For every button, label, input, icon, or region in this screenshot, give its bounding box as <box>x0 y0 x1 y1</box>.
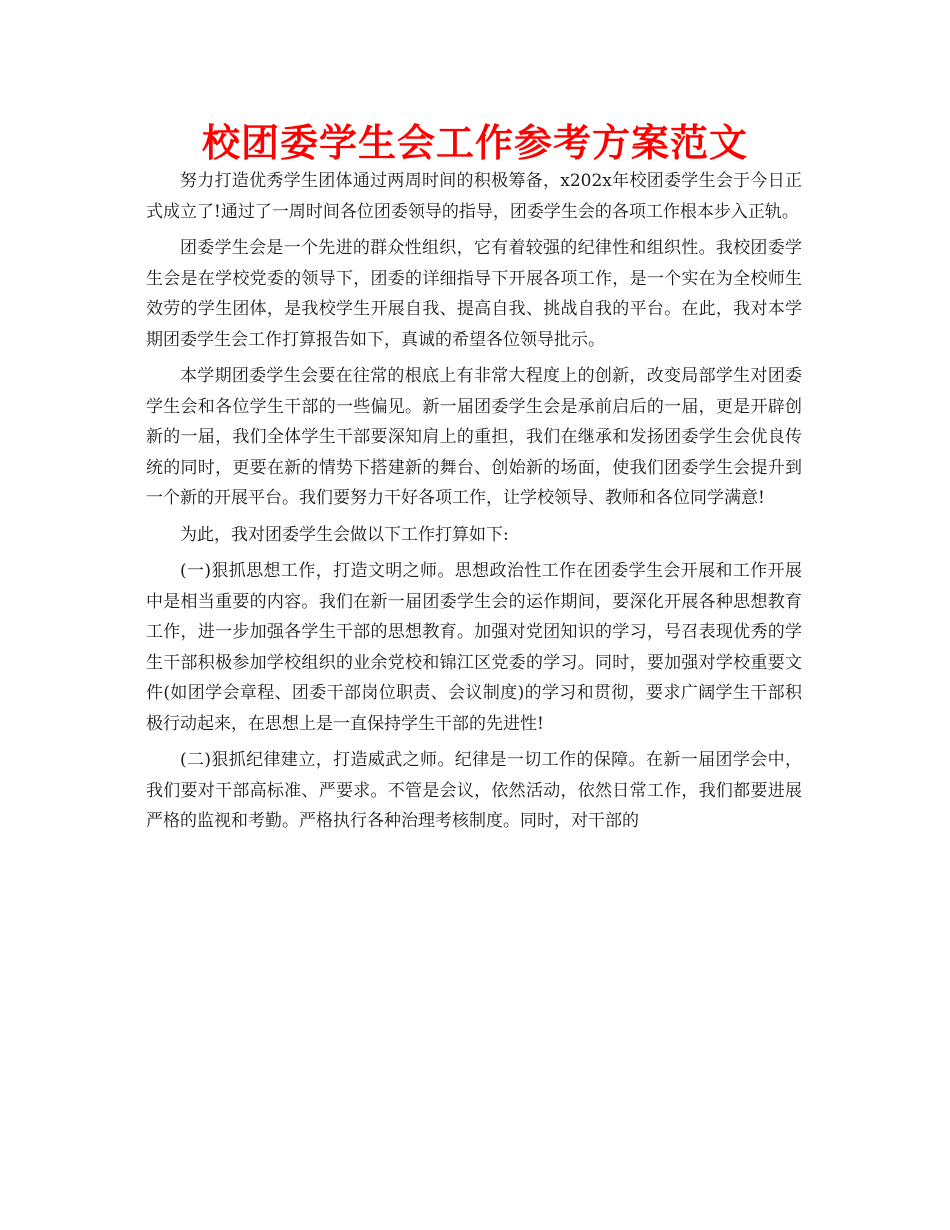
document-title: 校团委学生会工作参考方案范文 <box>201 121 748 165</box>
paragraph-5: (一)狠抓思想工作，打造文明之师。思想政治性工作在团委学生会开展和工作开展中是相当重要的内容。我们在新一届团委学生会的运作期间，要深化开展各种思想教育工作，进一步加强各学生干部的思想教育。加强对党团知识的学习，号召表现优秀的学生干部积极参加学校组织的业余党校和锦江区党委的学习。同时，要加强对学校重要文件(如团学会章程、团委干部岗位职责、会议制度)的学习和贯彻，要求广阔学生干部积极行动起来，在思想上是一直保持学生干部的先进性! <box>146 561 802 734</box>
paragraph-1: 努力打造优秀学生团体通过两周时间的积极筹备，x202x年校团委学生会于今日正式成立了!通过了一周时间各位团委领导的指导，团委学生会的各项工作根本步入正轨。 <box>146 171 802 222</box>
paragraph-4: 为此，我对团委学生会做以下工作打算如下: <box>180 524 509 545</box>
paragraph-3: 本学期团委学生会要在往常的根底上有非常大程度上的创新，改变局部学生对团委学生会和各位学生干部的一些偏见。新一届团委学生会是承前启后的一届，更是开辟创新的一届，我们全体学生干部要深知肩上的重担，我们在继承和发扬团委学生会优良传统的同时，更要在新的情势下搭建新的舞台、创始新的场面，使我们团委学生会提升到一个新的开展平台。我们要努力干好各项工作，让学校领导、教师和各位同学满意! <box>146 366 802 508</box>
paragraph-6: (二)狠抓纪律建立，打造威武之师。纪律是一切工作的保障。在新一届团学会中，我们要对干部高标准、严要求。不管是会议，依然活动，依然日常工作，我们都要进展严格的监视和考勤。严格执行各种治理考核制度。同时，对干部的 <box>146 750 802 831</box>
paragraph-2: 团委学生会是一个先进的群众性组织，它有着较强的纪律性和组织性。我校团委学生会是在学校党委的领导下，团委的详细指导下开展各项工作，是一个实在为全校师生效劳的学生团体，是我校学生开展自我、提高自我、挑战自我的平台。在此，我对本学期团委学生会工作打算报告如下，真诚的希望各位领导批示。 <box>146 238 802 350</box>
document-body <box>146 166 802 843</box>
